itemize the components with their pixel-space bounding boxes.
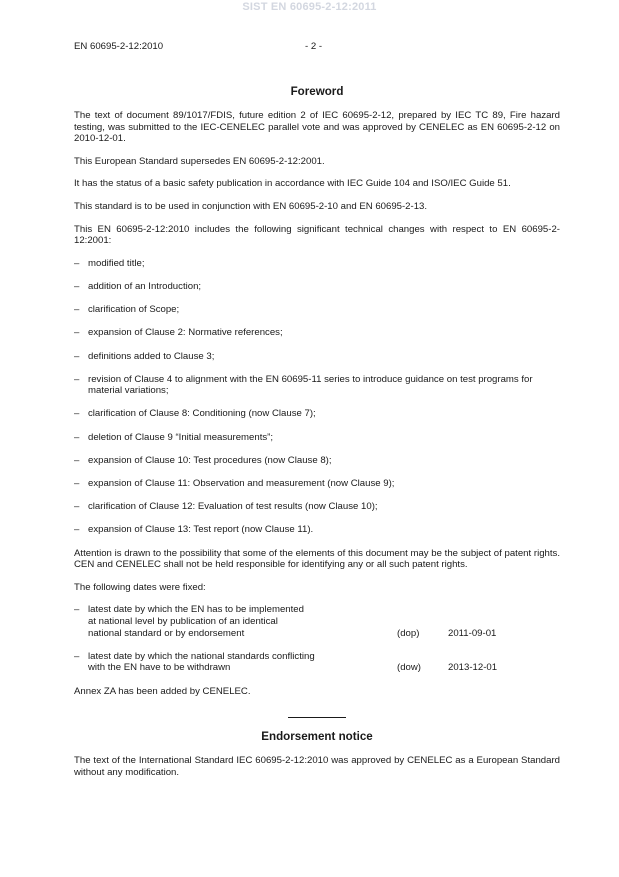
foreword-paragraph: It has the status of a basic safety publication in accordance with IEC Guide 104 and ISO/IEC Guide 51. — [74, 178, 511, 190]
page-content — [74, 85, 560, 789]
foreword-paragraph: The text of document 89/1017/FDIS, future edition 2 of IEC 60695-2-12, prepared by IEC TC 89, Fire hazard testing, was submitted to the IEC-CENELEC parallel vote and was approved by CENELEC as EN 60695-2-12 on 2010-12-01. — [74, 110, 560, 145]
list-item: – revision of Clause 4 to alignment with the EN 60695-11 series to introduce guidance on test programs for material variations; — [74, 374, 560, 397]
annex-note: Annex ZA has been added by CENELEC. — [74, 685, 251, 697]
date-value: 2013-12-01 — [448, 662, 498, 674]
list-item: – expansion of Clause 11: Observation and measurement (now Clause 9); — [74, 478, 560, 490]
endorsement-title: Endorsement notice — [261, 730, 373, 744]
foreword-paragraph: This standard is to be used in conjunction with EN 60695-2-10 and EN 60695-2-13. — [74, 200, 428, 212]
document-id: EN 60695-2-12:2010 — [74, 41, 164, 52]
list-item: – clarification of Clause 12: Evaluation of test results (now Clause 10); — [74, 501, 560, 513]
date-row-dop — [74, 604, 560, 639]
endorsement-text: The text of the International Standard IEC 60695-2-12:2010 was approved by CENELEC as a European Standard without any modification. — [74, 755, 560, 778]
dates-table — [74, 604, 560, 674]
list-item: – clarification of Clause 8: Conditioning (now Clause 7); — [74, 408, 560, 420]
list-item: – deletion of Clause 9 “Initial measurements”; — [74, 432, 560, 444]
foreword-title: Foreword — [290, 85, 344, 98]
foreword-paragraph: This European Standard supersedes EN 60695-2-12:2001. — [74, 155, 325, 167]
list-item: – addition of an Introduction; — [74, 281, 560, 293]
list-item: – clarification of Scope; — [74, 304, 560, 316]
date-code: (dow) — [397, 662, 421, 674]
list-item: – definitions added to Clause 3; — [74, 351, 560, 363]
date-description: – latest date by which the EN has to be implemented at national level by publication of an identical national standard or by endorsement — [88, 604, 304, 639]
date-code: (dop) — [397, 627, 420, 639]
watermark: SIST EN 60695-2-12:2011 — [242, 1, 377, 13]
page-number: - 2 - — [305, 41, 323, 52]
list-item: – expansion of Clause 10: Test procedures (now Clause 8); — [74, 455, 560, 467]
list-item: – modified title; — [74, 258, 560, 270]
foreword-paragraph: This EN 60695-2-12:2010 includes the following significant technical changes with respect to EN 60695-2-12:2001: — [74, 223, 560, 247]
patent-notice: Attention is drawn to the possibility that some of the elements of this document may be the subject of patent rights. CEN and CENELEC shall not be held responsible for identifying any or all such patent rights. — [74, 547, 560, 571]
date-description: – latest date by which the national standards conflicting with the EN have to be withdrawn — [88, 650, 315, 674]
date-value: 2011-09-01 — [448, 627, 497, 639]
changes-list — [74, 258, 560, 536]
dates-intro: The following dates were fixed: — [74, 581, 206, 593]
list-item: – expansion of Clause 2: Normative references; — [74, 327, 560, 339]
section-divider — [288, 717, 346, 718]
date-row-dow — [74, 651, 560, 674]
list-item: – expansion of Clause 13: Test report (now Clause 11). — [74, 524, 560, 536]
